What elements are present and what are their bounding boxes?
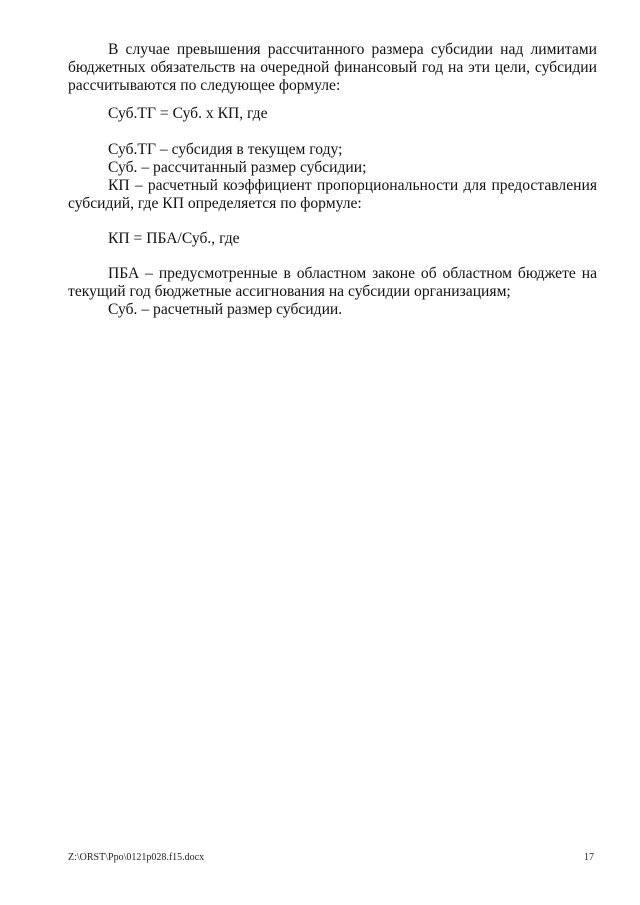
- definition-sub-tg: Суб.ТГ – субсидия в текущем году;: [108, 141, 343, 158]
- formula-kp: КП = ПБА/Суб., где: [108, 230, 240, 247]
- paragraph-exceeding-limits: В случае превышения рассчитанного размера субсидии над лимитами бюджетных обязательств на очередной финансовый год на эти цели, субсидии рассчитываются по следующее формуле:: [68, 41, 597, 95]
- definition-sub-calculated: Суб. – расчетный размер субсидии.: [108, 301, 343, 318]
- footer-file-path: Z:\ORST\Ppo\0121p028.f15.docx: [68, 852, 205, 863]
- definition-kp: КП – расчетный коэффициент пропорциональности для предоставления субсидий, где КП определяется по формуле:: [68, 177, 597, 213]
- footer-page-number: 17: [584, 852, 594, 863]
- definition-pba: ПБА – предусмотренные в областном законе об областном бюджете на текущий год бюджетные ассигнования на субсидии организациям;: [68, 265, 597, 301]
- definition-sub: Суб. – рассчитанный размер субсидии;: [108, 159, 367, 176]
- formula-subsidy-current-year: Суб.ТГ = Суб. х КП, где: [108, 105, 268, 122]
